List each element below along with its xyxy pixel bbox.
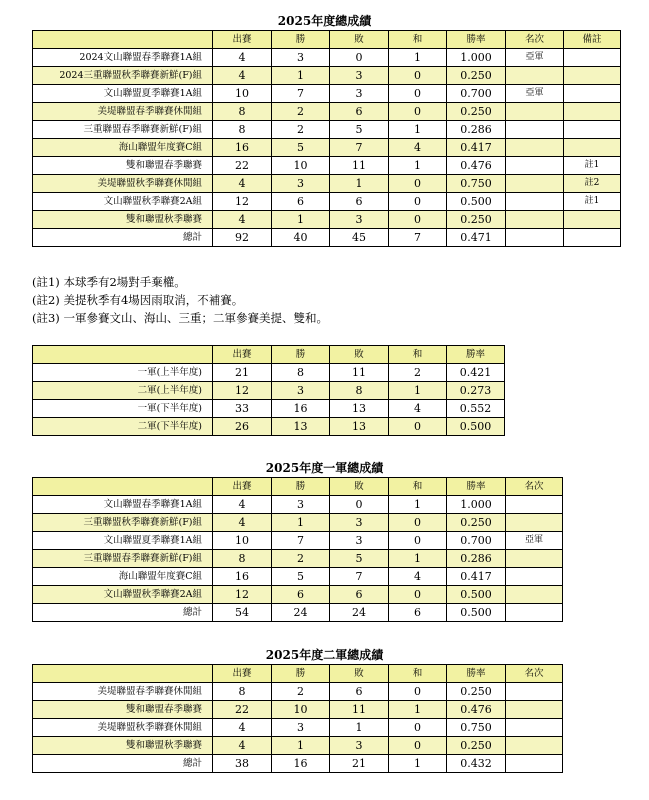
table-cell: 40 [272,229,330,247]
row-label: 二軍(下半年度) [33,418,213,436]
table-cell: 4 [213,175,272,193]
table-cell: 3 [272,719,330,737]
table-cell: 8 [330,382,389,400]
header-row [33,478,563,496]
rank-cell [506,514,563,532]
table-row [33,604,563,622]
table-cell: 5 [330,550,389,568]
header-row [33,346,505,364]
table-cell: 24 [330,604,389,622]
table-row [33,157,621,175]
table-cell: 1 [272,737,330,755]
remark-cell [564,121,621,139]
row-label: 雙和聯盟秋季聯賽 [33,211,213,229]
rank-cell [506,755,563,773]
table-cell: 1 [272,67,330,85]
table-cell: 0.500 [447,193,506,211]
rank-cell [506,211,564,229]
table-row [33,737,563,755]
table-cell: 10 [213,532,272,550]
column-header: 敗 [330,31,389,49]
rank-cell [506,229,564,247]
remark-cell [564,67,621,85]
table-cell: 0.421 [447,364,505,382]
rank-cell [506,193,564,211]
table-cell: 0.286 [447,121,506,139]
table-cell: 3 [330,85,389,103]
note-3: (註3) 一軍參賽文山、海山、三重；二軍參賽美提、雙和。 [32,311,328,325]
row-label: 2024文山聯盟春季聯賽1A組 [33,49,213,67]
rank-cell [506,737,563,755]
table-cell: 3 [272,49,330,67]
table4-title: 2025年度二軍總成績 [265,648,384,662]
table-cell: 12 [213,382,272,400]
table-cell: 0 [389,175,447,193]
table-cell: 0 [389,193,447,211]
row-label: 海山聯盟年度賽C組 [33,568,213,586]
table-cell: 45 [330,229,389,247]
table-cell: 1 [389,382,447,400]
row-label: 總計 [33,604,213,622]
column-header: 和 [389,665,447,683]
second-team-table [32,664,563,773]
table-cell: 22 [213,701,272,719]
table-cell: 0.286 [447,550,506,568]
table-cell: 13 [272,418,330,436]
table-cell: 92 [213,229,272,247]
table-cell: 1 [389,49,447,67]
remark-cell [564,139,621,157]
table-cell: 16 [213,568,272,586]
table-cell: 3 [330,67,389,85]
table-cell: 3 [330,211,389,229]
table-cell: 21 [213,364,272,382]
column-header [33,346,213,364]
table-cell: 8 [213,550,272,568]
table-cell: 13 [330,418,389,436]
table-cell: 3 [272,496,330,514]
row-label: 三重聯盟秋季聯賽新鮮(F)組 [33,514,213,532]
table-cell: 3 [330,737,389,755]
table-cell: 16 [272,400,330,418]
table-cell: 0 [389,85,447,103]
table-cell: 26 [213,418,272,436]
table-cell: 4 [389,139,447,157]
table-row [33,586,563,604]
column-header: 出賽 [213,665,272,683]
header-row [33,665,563,683]
table-cell: 3 [330,514,389,532]
table-cell: 0.750 [447,719,506,737]
row-label: 總計 [33,229,213,247]
table-cell: 0 [389,719,447,737]
table-cell: 6 [272,586,330,604]
row-label: 文山聯盟秋季聯賽2A組 [33,586,213,604]
row-label: 海山聯盟年度賽C組 [33,139,213,157]
remark-cell: 註1 [564,193,621,211]
column-header: 名次 [506,665,563,683]
table-row [33,719,563,737]
table-cell: 8 [213,121,272,139]
row-label: 三重聯盟春季聯賽新鮮(F)組 [33,121,213,139]
table-cell: 3 [330,532,389,550]
table-cell: 0.700 [447,532,506,550]
column-header: 勝率 [447,346,505,364]
table-cell: 0 [330,496,389,514]
rank-cell [506,103,564,121]
table-cell: 54 [213,604,272,622]
rank-cell [506,496,563,514]
table-cell: 0.250 [447,683,506,701]
table-cell: 1 [272,514,330,532]
table-cell: 6 [330,193,389,211]
remark-cell [564,103,621,121]
row-label: 美堤聯盟秋季聯賽休閒組 [33,175,213,193]
row-label: 雙和聯盟春季聯賽 [33,157,213,175]
table-cell: 4 [213,67,272,85]
column-header [33,478,213,496]
remark-cell [564,211,621,229]
table-cell: 7 [272,85,330,103]
rank-cell: 亞軍 [506,49,564,67]
column-header: 勝率 [447,478,506,496]
column-header [33,665,213,683]
table-cell: 0 [389,418,447,436]
row-label: 雙和聯盟春季聯賽 [33,701,213,719]
table-cell: 38 [213,755,272,773]
table-cell: 2 [389,364,447,382]
half-year-summary-table [32,345,505,436]
table-cell: 0.250 [447,514,506,532]
table-cell: 0.432 [447,755,506,773]
remark-cell [564,49,621,67]
table-cell: 1 [389,701,447,719]
table-row [33,496,563,514]
table-cell: 12 [213,586,272,604]
table-cell: 11 [330,157,389,175]
table-cell: 2 [272,103,330,121]
column-header: 出賽 [213,346,272,364]
column-header: 出賽 [213,31,272,49]
note-2: (註2) 美提秋季有4場因雨取消，不補賽。 [32,293,244,307]
row-label: 文山聯盟春季聯賽1A組 [33,496,213,514]
table-cell: 6 [330,683,389,701]
table-cell: 3 [272,175,330,193]
column-header: 敗 [330,665,389,683]
table-cell: 4 [213,496,272,514]
rank-cell [506,719,563,737]
table-cell: 0.250 [447,67,506,85]
table-cell: 1 [389,755,447,773]
column-header: 備註 [564,31,621,49]
table-cell: 4 [213,719,272,737]
table-cell: 10 [272,701,330,719]
table-cell: 11 [330,701,389,719]
row-label: 雙和聯盟秋季聯賽 [33,737,213,755]
table-cell: 0 [389,532,447,550]
table-cell: 0.250 [447,103,506,121]
table-cell: 0.476 [447,157,506,175]
remark-cell: 註1 [564,157,621,175]
rank-cell [506,67,564,85]
column-header: 勝率 [447,665,506,683]
table-row [33,550,563,568]
table-cell: 6 [330,103,389,121]
table-cell: 1 [330,719,389,737]
table-cell: 13 [330,400,389,418]
table-cell: 10 [213,85,272,103]
column-header: 出賽 [213,478,272,496]
table-row [33,418,505,436]
table-cell: 5 [330,121,389,139]
table-cell: 0 [389,683,447,701]
table-cell: 4 [213,49,272,67]
column-header: 敗 [330,346,389,364]
column-header: 和 [389,346,447,364]
column-header: 勝 [272,346,330,364]
note-1: (註1) 本球季有2場對手棄權。 [32,275,186,289]
row-label: 三重聯盟春季聯賽新鮮(F)組 [33,550,213,568]
row-label: 一軍(下半年度) [33,400,213,418]
rank-cell [506,139,564,157]
table-cell: 12 [213,193,272,211]
table-row [33,683,563,701]
column-header: 和 [389,31,447,49]
table-cell: 0.417 [447,139,506,157]
row-label: 文山聯盟夏季聯賽1A組 [33,532,213,550]
table-cell: 10 [272,157,330,175]
rank-cell [506,701,563,719]
column-header [33,31,213,49]
table-row [33,67,621,85]
table-cell: 33 [213,400,272,418]
table-cell: 7 [272,532,330,550]
rank-cell [506,586,563,604]
table-row [33,382,505,400]
table-cell: 5 [272,139,330,157]
table-row [33,103,621,121]
row-label: 二軍(上半年度) [33,382,213,400]
table-cell: 1.000 [447,496,506,514]
row-label: 美堤聯盟春季聯賽休閒組 [33,683,213,701]
table-row [33,193,621,211]
table-cell: 3 [272,382,330,400]
row-label: 總計 [33,755,213,773]
table-cell: 1 [272,211,330,229]
table-cell: 0 [389,586,447,604]
table-cell: 0.552 [447,400,505,418]
table-cell: 8 [272,364,330,382]
remark-cell [564,229,621,247]
table1-title: 2025年度總成績 [277,14,372,28]
table-cell: 0 [389,67,447,85]
table-row [33,175,621,193]
table-row [33,532,563,550]
table-cell: 22 [213,157,272,175]
table-cell: 0.476 [447,701,506,719]
table-cell: 0 [389,737,447,755]
rank-cell [506,683,563,701]
table-cell: 4 [213,737,272,755]
column-header: 名次 [506,478,563,496]
table-cell: 16 [213,139,272,157]
table-cell: 6 [330,586,389,604]
rank-cell [506,568,563,586]
table-cell: 2 [272,550,330,568]
row-label: 文山聯盟秋季聯賽2A組 [33,193,213,211]
row-label: 一軍(上半年度) [33,364,213,382]
table-cell: 21 [330,755,389,773]
rank-cell: 亞軍 [506,532,563,550]
column-header: 勝 [272,665,330,683]
column-header: 名次 [506,31,564,49]
table-cell: 16 [272,755,330,773]
table-cell: 0.471 [447,229,506,247]
table-row [33,49,621,67]
table-row [33,85,621,103]
table-cell: 24 [272,604,330,622]
remark-cell [564,85,621,103]
table-cell: 0 [389,514,447,532]
table-cell: 1 [389,121,447,139]
table-row [33,701,563,719]
table-cell: 0 [389,211,447,229]
table-cell: 7 [330,139,389,157]
table-cell: 0 [330,49,389,67]
notes [32,273,328,327]
rank-cell: 亞軍 [506,85,564,103]
column-header: 勝 [272,478,330,496]
table-cell: 7 [330,568,389,586]
rank-cell [506,550,563,568]
column-header: 勝 [272,31,330,49]
table-cell: 6 [389,604,447,622]
column-header: 敗 [330,478,389,496]
table-cell: 8 [213,103,272,121]
table-cell: 0.500 [447,604,506,622]
table-cell: 8 [213,683,272,701]
table-row [33,400,505,418]
table3-title: 2025年度一軍總成績 [265,461,384,475]
table-cell: 1 [330,175,389,193]
first-team-table [32,477,563,622]
table-cell: 0.750 [447,175,506,193]
row-label: 美堤聯盟春季聯賽休閒組 [33,103,213,121]
table-cell: 0.250 [447,737,506,755]
table-cell: 1 [389,157,447,175]
table-cell: 4 [213,211,272,229]
table-row [33,139,621,157]
table-cell: 2 [272,683,330,701]
row-label: 美堤聯盟秋季聯賽休閒組 [33,719,213,737]
rank-cell [506,175,564,193]
column-header: 勝率 [447,31,506,49]
table-cell: 0.500 [447,418,505,436]
table-row [33,229,621,247]
table-row [33,211,621,229]
rank-cell [506,604,563,622]
table-cell: 4 [389,568,447,586]
table-cell: 1 [389,496,447,514]
row-label: 文山聯盟夏季聯賽1A組 [33,85,213,103]
remark-cell: 註2 [564,175,621,193]
table-cell: 7 [389,229,447,247]
table-cell: 0.500 [447,586,506,604]
season-totals-table [32,30,621,247]
header-row [33,31,621,49]
table-cell: 1 [389,550,447,568]
table-cell: 1.000 [447,49,506,67]
row-label: 2024三重聯盟秋季聯賽新鮮(F)組 [33,67,213,85]
table-cell: 0.273 [447,382,505,400]
table-row [33,514,563,532]
table-cell: 4 [213,514,272,532]
table-cell: 6 [272,193,330,211]
table-row [33,568,563,586]
table-cell: 0 [389,103,447,121]
table-cell: 0.250 [447,211,506,229]
rank-cell [506,121,564,139]
table-cell: 0.417 [447,568,506,586]
table-cell: 2 [272,121,330,139]
table-row [33,121,621,139]
table-row [33,364,505,382]
rank-cell [506,157,564,175]
table-cell: 5 [272,568,330,586]
table-row [33,755,563,773]
table-cell: 4 [389,400,447,418]
table-cell: 11 [330,364,389,382]
column-header: 和 [389,478,447,496]
table-cell: 0.700 [447,85,506,103]
